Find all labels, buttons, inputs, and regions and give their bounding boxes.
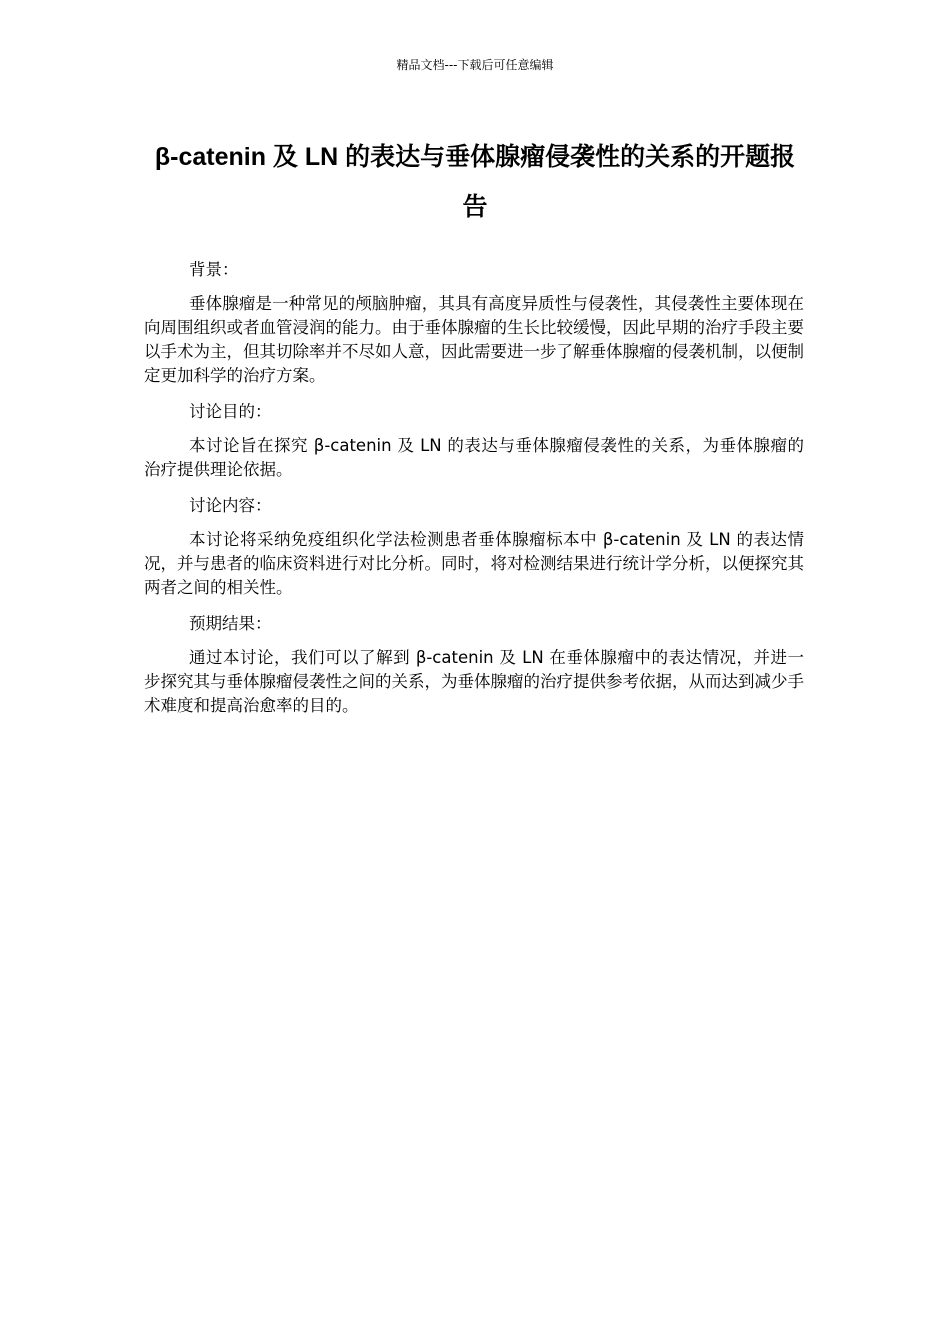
section-purpose	[144, 400, 804, 482]
header-note: 精品文档---下载后可任意编辑	[396, 58, 554, 72]
document-title: β-catenin 及 LN 的表达与垂体腺瘤侵袭性的关系的开题报告	[154, 143, 796, 221]
section-heading: 讨论内容：	[189, 496, 272, 515]
section-heading: 讨论目的：	[189, 402, 272, 421]
document-body	[144, 258, 804, 730]
section-heading: 预期结果：	[189, 614, 272, 633]
section-paragraph: 垂体腺瘤是一种常见的颅脑肿瘤，其具有高度异质性与侵袭性，其侵袭性主要体现在向周围组织或者血管浸润的能力。由于垂体腺瘤的生长比较缓慢，因此早期的治疗手段主要以手术为主，但其切除率并不尽如人意，因此需要进一步了解垂体腺瘤的侵袭机制，以便制定更加科学的治疗方案。	[144, 294, 804, 385]
section-background	[144, 258, 804, 388]
section-expected-results	[144, 612, 804, 718]
section-paragraph: 本讨论旨在探究 β-catenin 及 LN 的表达与垂体腺瘤侵袭性的关系，为垂体腺瘤的治疗提供理论依据。	[144, 436, 804, 479]
section-heading: 背景：	[189, 260, 239, 279]
section-content	[144, 494, 804, 600]
section-paragraph: 本讨论将采纳免疫组织化学法检测患者垂体腺瘤标本中 β-catenin 及 LN 的表达情况，并与患者的临床资料进行对比分析。同时，将对检测结果进行统计学分析，以便探究其两者之间的相关性。	[144, 530, 804, 597]
section-paragraph: 通过本讨论，我们可以了解到 β-catenin 及 LN 在垂体腺瘤中的表达情况，并进一步探究其与垂体腺瘤侵袭性之间的关系，为垂体腺瘤的治疗提供参考依据，从而达到减少手术难度和提高治愈率的目的。	[144, 648, 804, 715]
